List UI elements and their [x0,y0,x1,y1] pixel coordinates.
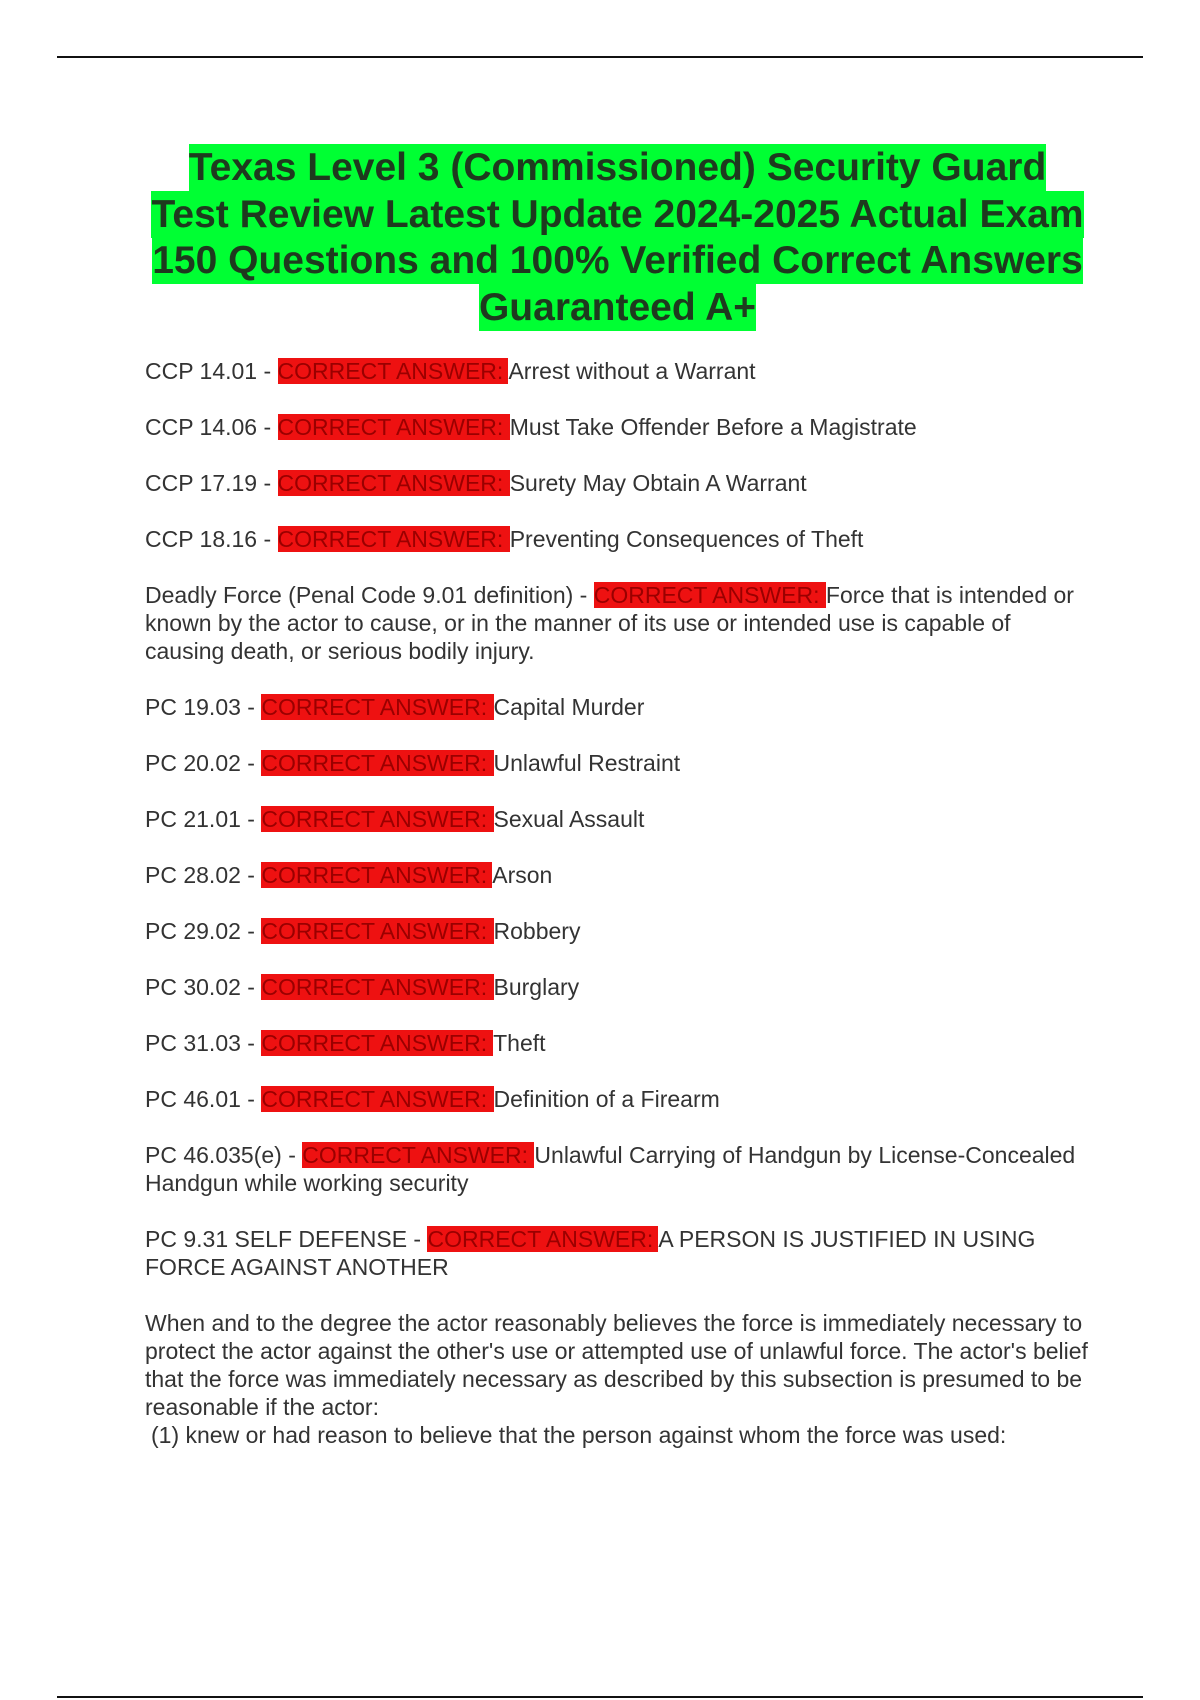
question-code: PC 21.01 - [145,806,262,832]
qa-item: CCP 14.01 - CORRECT ANSWER: Arrest without a Warrant [145,358,756,384]
answer-text: Unlawful Restraint [493,750,681,776]
document-body [145,357,1090,1449]
qa-item: PC 46.035(e) - CORRECT ANSWER: Unlawful Carrying of Handgun by License-Concealed Handgun while working security [145,1142,1076,1196]
correct-answer-badge: CORRECT ANSWER [261,974,481,1000]
answer-text: Theft [493,1030,546,1056]
correct-answer-badge: CORRECT ANSWER [261,862,481,888]
qa-item: PC 21.01 - CORRECT ANSWER: Sexual Assault [145,806,645,832]
qa-item: PC 30.02 - CORRECT ANSWER: Burglary [145,974,580,1000]
answer-text: Capital Murder [493,694,645,720]
question-code: PC 29.02 - [145,918,262,944]
document-title [150,145,1085,331]
correct-answer-badge: CORRECT ANSWER [302,1142,522,1168]
self-defense-paragraph [145,1309,1090,1449]
title-highlight: Texas Level 3 (Commissioned) Security Guard Test Review Latest Update 2024-2025 Actual Exam 150 Questions and 100% Verified Correct Answers Guaranteed A+ [151,146,1084,329]
qa-item: PC 31.03 - CORRECT ANSWER: Theft [145,1030,546,1056]
question-code: PC 31.03 - [145,1030,262,1056]
paragraph-body: When and to the degree the actor reasonably believes the force is immediately necessary to protect the actor against the other's use or attempted use of unlawful force. The actor's belief that the force was immediately necessary as described by this subsection is presumed to be reasonable if the actor: [145,1310,1088,1420]
correct-answer-badge: CORRECT ANSWER [261,1030,481,1056]
answer-text: Surety May Obtain A Warrant [509,470,807,496]
qa-item: PC 46.01 - CORRECT ANSWER: Definition of a Firearm [145,1086,720,1112]
correct-answer-badge: CORRECT ANSWER [261,918,481,944]
qa-item: PC 29.02 - CORRECT ANSWER: Robbery [145,918,581,944]
answer-text: Definition of a Firearm [493,1086,720,1112]
correct-answer-badge: CORRECT ANSWER [277,470,497,496]
answer-text: Arrest without a Warrant [508,358,756,384]
answer-text: Burglary [493,974,580,1000]
question-code: CCP 14.06 - [145,414,278,440]
correct-answer-badge: CORRECT ANSWER [593,582,814,608]
answer-text: Preventing Consequences of Theft [509,526,864,552]
question-code: CCP 17.19 - [145,470,278,496]
question-code: PC 30.02 - [145,974,262,1000]
correct-answer-badge: CORRECT ANSWER [427,1226,647,1252]
correct-answer-badge: CORRECT ANSWER [261,1086,481,1112]
correct-answer-badge: CORRECT ANSWER [261,694,481,720]
question-code: PC 28.02 - [145,862,262,888]
correct-answer-badge: CORRECT ANSWER [277,358,497,384]
answer-text: Robbery [493,918,581,944]
answer-text: Force that is intended or known by the actor to cause, or in the manner of its use or intended use is capable of causing death, or serious bodily injury. [145,582,1074,664]
question-code: PC 46.035(e) - [145,1142,303,1168]
question-code: CCP 18.16 - [145,526,278,552]
question-code: PC 9.31 SELF DEFENSE - [145,1226,428,1252]
answer-text: Arson [492,862,553,888]
qa-item: PC 28.02 - CORRECT ANSWER: Arson [145,862,553,888]
answer-text: Must Take Offender Before a Magistrate [509,414,917,440]
correct-answer-badge: CORRECT ANSWER [261,806,481,832]
qa-item: Deadly Force (Penal Code 9.01 definition) - CORRECT ANSWER: Force that is intended or known by the actor to cause, or in the manner of its use or intended use is capable of causing death, or serious bodily injury. [145,582,1074,664]
answer-text: Unlawful Carrying of Handgun by License-Concealed Handgun while working security [145,1142,1076,1196]
top-rule [57,56,1143,58]
correct-answer-badge: CORRECT ANSWER [277,414,497,440]
question-code: PC 46.01 - [145,1086,262,1112]
question-code: PC 20.02 - [145,750,262,776]
qa-item: PC 9.31 SELF DEFENSE - CORRECT ANSWER: A PERSON IS JUSTIFIED IN USING FORCE AGAINST ANOTHER [145,1226,1036,1280]
qa-item: PC 20.02 - CORRECT ANSWER: Unlawful Restraint [145,750,681,776]
answer-text: Sexual Assault [493,806,645,832]
qa-item: CCP 18.16 - CORRECT ANSWER: Preventing Consequences of Theft [145,526,864,552]
answer-text: A PERSON IS JUSTIFIED IN USING FORCE AGAINST ANOTHER [145,1226,1036,1280]
correct-answer-badge: CORRECT ANSWER [277,526,497,552]
qa-item: CCP 14.06 - CORRECT ANSWER: Must Take Offender Before a Magistrate [145,414,917,440]
question-code: PC 19.03 - [145,694,262,720]
question-code: CCP 14.01 - [145,358,278,384]
correct-answer-badge: CORRECT ANSWER [261,750,481,776]
question-code: Deadly Force (Penal Code 9.01 definition) - [145,582,594,608]
paragraph-point-1: (1) knew or had reason to believe that the person against whom the force was used: [151,1422,1007,1448]
qa-item: CCP 17.19 - CORRECT ANSWER: Surety May Obtain A Warrant [145,470,807,496]
qa-item: PC 19.03 - CORRECT ANSWER: Capital Murder [145,694,645,720]
bottom-rule [57,1696,1143,1698]
